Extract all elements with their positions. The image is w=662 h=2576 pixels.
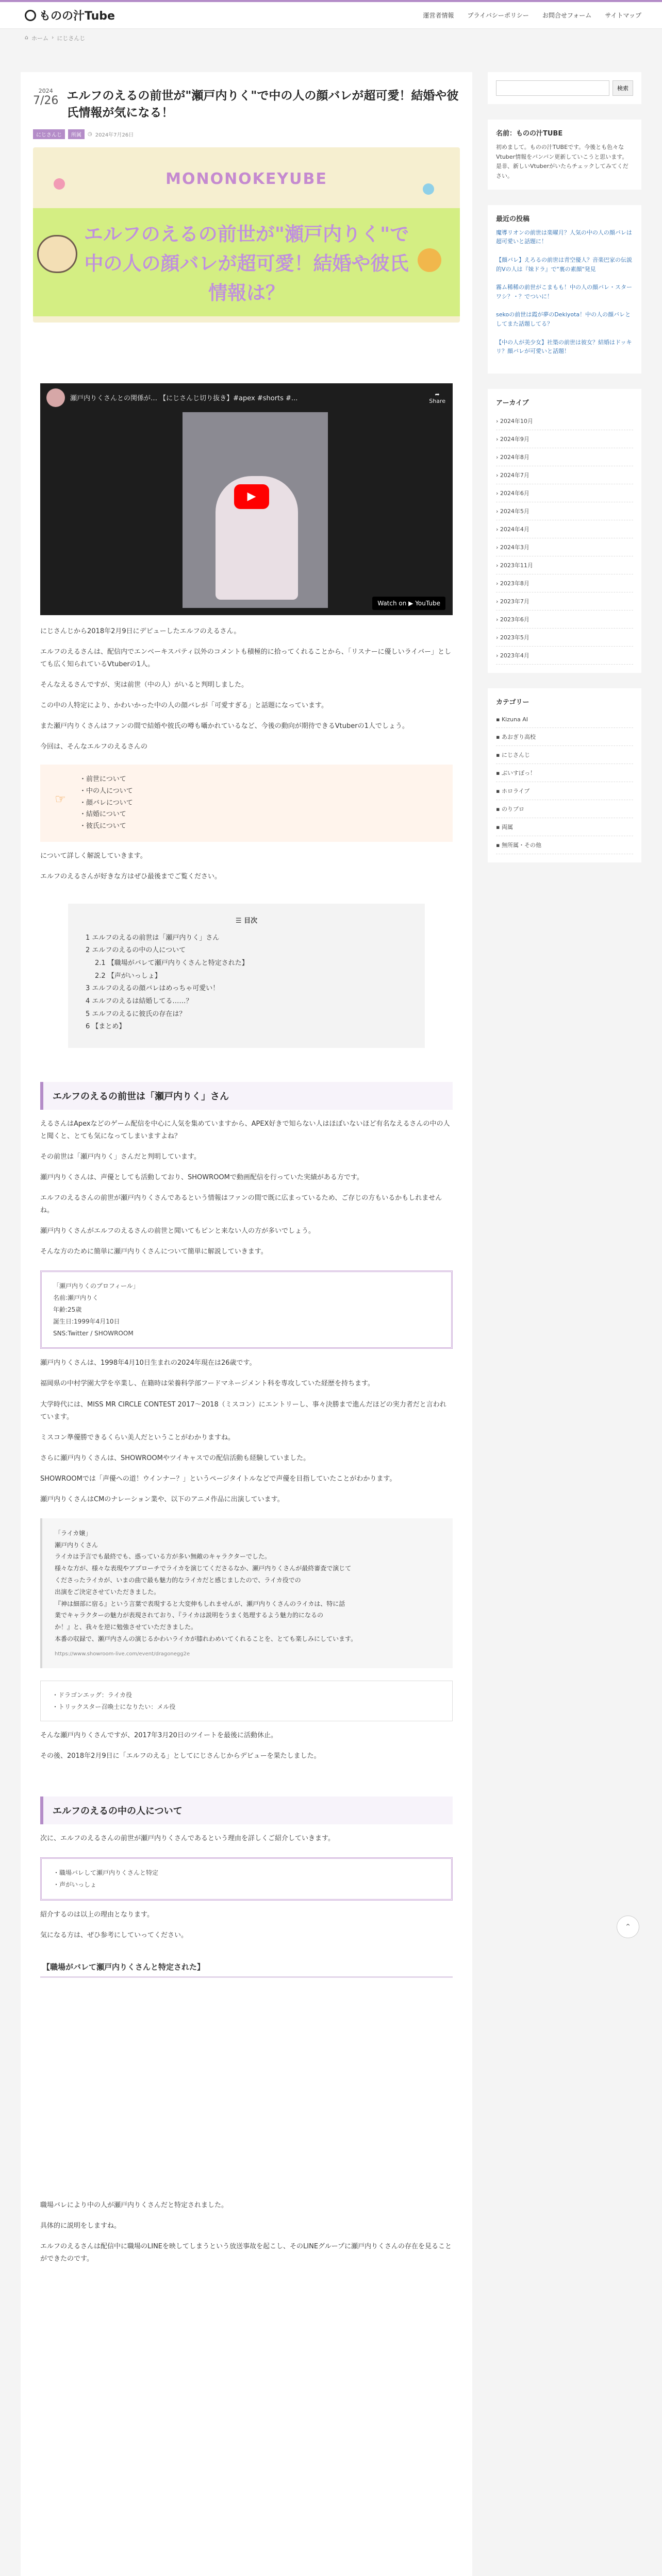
toc-heading: ☰ 目次 xyxy=(235,917,258,925)
archive-item[interactable]: › 2023年4月 xyxy=(496,647,633,665)
folder-icon: ▪ xyxy=(496,716,500,723)
list-item: ・顔バレについて xyxy=(79,799,133,807)
content-wrap xyxy=(21,44,641,2576)
list-item: ・職場バレして瀬戸内りくさんと特定 xyxy=(53,1869,159,1877)
paragraph: また瀬戸内りくさんはファンの間で結婚や彼氏の噂も囁かれているなど、今後の動向が期待できるVtuberの1人でしょう。 xyxy=(40,722,409,730)
blockquote xyxy=(40,1518,453,1668)
play-button[interactable] xyxy=(234,484,269,509)
recent-post-link[interactable]: 霧ム稀稀の前世がこまもも！中の人の顔バレ・スターワシ？・？でついに！ xyxy=(496,284,632,300)
post-year: 2024 xyxy=(38,88,53,94)
toc-item[interactable]: 1 エルフのえるの前世は「瀬戸内りく」さん xyxy=(86,934,220,942)
paragraph: エルフのえるさんの前世が瀬戸内りくさんであるという情報はファンの間で既に広まっているため、ご存じの方もいるかもしれませんね。 xyxy=(40,1194,442,1215)
paragraph: そんなえるさんですが、実は前世（中の人）がいると判明しました。 xyxy=(40,681,249,689)
category-item[interactable]: ▪ 両属 xyxy=(496,818,633,836)
dot-decoration xyxy=(423,183,434,195)
profile-widget xyxy=(488,120,641,190)
post-date-badge xyxy=(33,88,58,122)
section-text xyxy=(21,1118,472,1258)
after-points-text xyxy=(21,850,472,883)
recent-post-link[interactable]: 【中の人が美少女】社築の前世は彼女？結婚はドッキリ？顔バレが可愛いと話題！ xyxy=(496,338,632,355)
list-item: ・彼氏について xyxy=(79,822,126,831)
paragraph: その前世は「瀬戸内りく」さんだと判明しています。 xyxy=(40,1153,201,1161)
archive-item[interactable]: › 2024年3月 xyxy=(496,538,633,556)
breadcrumb-home[interactable]: ホーム xyxy=(31,35,48,42)
paragraph: 福岡県の中村学園大学を卒業し、在籍時は栄養科学部フードマネージメント科を専攻していた経歴を持ちます。 xyxy=(40,1380,374,1388)
search-widget xyxy=(488,72,641,104)
quote-line: か！』と、我々を逆に勉強させていただきました。 xyxy=(55,1623,197,1631)
nav-item-sitemap[interactable]: サイトマップ xyxy=(605,12,641,19)
category-item[interactable]: ▪ あおぎり高校 xyxy=(496,728,633,746)
list-item: ・中の人について xyxy=(79,787,133,795)
profile-line: 誕生日:1999年4月10日 xyxy=(53,1317,120,1325)
paragraph: 瀬戸内りくさんはCMのナレーション業や、以下のアニメ作品に出演しています。 xyxy=(40,1495,284,1503)
recent-post-link[interactable]: 魔導リオンの前世は楽曜月？人気の中の人の顔バレは超可愛いと話題に！ xyxy=(496,229,632,245)
paragraph: エルフのえるさんは、配信内でエンベーキスパティ以外のコメントも積極的に拾ってくれることから、「リスナーに優しいライバー」としても広く知られているVtuberの1人。 xyxy=(40,648,452,668)
page-title: エルフのえるの前世が"瀬戸内りく"で中の人の顔バレが超可愛！結婚や彼氏情報が気になる！ xyxy=(67,89,459,120)
category-tag[interactable]: 所属 xyxy=(68,129,85,139)
folder-icon: ▪ xyxy=(496,841,500,849)
section-text xyxy=(21,1730,472,1762)
widget-title: 最近の投稿 xyxy=(496,215,530,223)
folder-icon: ▪ xyxy=(496,769,500,776)
archive-item[interactable]: › 2023年7月 xyxy=(496,592,633,611)
toc-item[interactable]: 2 エルフのえるの中の人について xyxy=(86,946,186,955)
post-date: 2024年7月26日 xyxy=(95,132,134,138)
profile-name: 名前：ものの汁TUBE xyxy=(496,130,563,138)
list-item: ・ドラゴンエッグ：ライカ役 xyxy=(52,1691,133,1699)
youtube-embed[interactable] xyxy=(40,383,453,615)
paragraph: そんな方のために簡単に瀬戸内りくさんについて簡単に解説していきます。 xyxy=(40,1248,268,1256)
archive-item[interactable]: › 2024年4月 xyxy=(496,520,633,538)
paragraph: 今回は、そんなエルフのえるさんの xyxy=(40,742,148,751)
profile-text: 初めまして。ものの汁TUBEです。今後とも色々なVtuber情報をバンバン更新していこうと思います。是非、新しいVtuberがいたらチェックしてみてください。 xyxy=(496,144,628,180)
quote-line: 瀬戸内りくさん xyxy=(55,1541,98,1549)
scroll-to-top-button[interactable] xyxy=(617,1916,639,1938)
paragraph: エルフのえるさんが好きな方はぜひ最後までご覧ください。 xyxy=(40,872,222,880)
article xyxy=(21,72,472,2576)
paragraph: 具体的に説明をしますね。 xyxy=(40,2222,121,2230)
chevron-up-icon: ⌃ xyxy=(624,1922,632,1931)
quote-source-link[interactable]: https://www.showroom-live.com/event/dragonegg2e xyxy=(55,1651,190,1657)
breadcrumb-category[interactable]: にじさんじ xyxy=(57,35,86,42)
recent-post-link[interactable]: sekoの前世は霞が夢のDekiyota！中の人の顔バレとしてまた話題してる？ xyxy=(496,311,631,327)
table-of-contents xyxy=(68,904,425,1048)
category-item[interactable]: ▪ のりプロ xyxy=(496,800,633,818)
archive-item[interactable]: › 2023年11月 xyxy=(496,556,633,574)
category-item[interactable]: ▪ ホロライブ xyxy=(496,782,633,800)
folder-icon: ▪ xyxy=(496,787,500,794)
section-heading: エルフのえるの中の人について xyxy=(40,1797,453,1824)
paragraph: 気になる方は、ぜひ参考にしていってください。 xyxy=(40,1931,188,1940)
paragraph: 次に、エルフのえるさんの前世が瀬戸内りくさんであるという理由を詳しくご紹介していきます。 xyxy=(40,1835,335,1843)
breadcrumb-separator: › xyxy=(51,34,54,41)
paragraph: 瀬戸内りくさんがエルフのえるさんの前世と聞いてもピンと来ない人の方が多いでしょう。 xyxy=(40,1227,316,1235)
widget-title: アーカイブ xyxy=(496,399,529,407)
archive-item[interactable]: › 2024年10月 xyxy=(496,412,633,430)
sidebar xyxy=(488,72,641,2576)
star-decoration xyxy=(418,248,441,272)
nav-item-privacy[interactable]: プライバシーポリシー xyxy=(467,12,529,19)
roles-box xyxy=(40,1681,453,1722)
profile-line: 「瀬戸内りくのプロフィール」 xyxy=(53,1282,139,1290)
category-item[interactable]: ▪ 無所属・その他 xyxy=(496,836,633,854)
toc-item[interactable]: 2.2 【声がいっしょ】 xyxy=(95,972,161,980)
toc-item[interactable]: 4 エルフのえるは結婚してる……？ xyxy=(86,997,193,1005)
section-text xyxy=(21,1357,472,1505)
play-icon: ▶ xyxy=(247,490,256,503)
paragraph: にじさんじから2018年2月9日にデビューしたエルフのえるさん。 xyxy=(40,627,241,635)
list-item: ・トリックスター召喚士になりたい：メル役 xyxy=(52,1703,176,1710)
paragraph: その後、2018年2月9日に「エルフのえる」としてにじさんじからデビューを果たしました。 xyxy=(40,1752,321,1760)
breadcrumb xyxy=(0,29,662,44)
toc-item[interactable]: 6 【まとめ】 xyxy=(86,1023,126,1031)
paragraph: について詳しく解説していきます。 xyxy=(40,852,147,860)
toc-item[interactable]: 2.1 【職場がバレて瀬戸内りくさんと特定された】 xyxy=(95,959,249,967)
search-form xyxy=(496,80,633,96)
category-tag[interactable]: にじさんじ xyxy=(33,129,65,139)
archive-list xyxy=(496,412,633,665)
subsection-heading: 【職場がバレて瀬戸内りくさんと特定された】 xyxy=(40,1957,453,1978)
archive-item[interactable]: › 2024年7月 xyxy=(496,466,633,484)
site-logo-text: ものの汁Tube xyxy=(39,10,115,23)
paragraph: そんな瀬戸内りくさんですが、2017年3月20日のツイートを最後に活動休止。 xyxy=(40,1732,277,1740)
section-text xyxy=(21,1833,472,1845)
paragraph: ミスコン準優勝できるくらい美人だということがわかりますね。 xyxy=(40,1433,235,1442)
quote-line: くださったライカが、いまの曲で最も魅力的なライカだと感じましたので、ライカ役での xyxy=(55,1576,301,1584)
profile-line: 年齢:25歳 xyxy=(53,1306,82,1314)
video-title-bar xyxy=(46,388,445,407)
quote-line: 出演をご決定させていただきました。 xyxy=(55,1588,160,1596)
list-item: ・前世について xyxy=(79,775,126,784)
archive-item[interactable]: › 2024年8月 xyxy=(496,448,633,466)
profile-box xyxy=(40,1270,453,1349)
list-item: ・声がいっしょ xyxy=(53,1881,97,1889)
toc-item[interactable]: 3 エルフのえるの顔バレはめっちゃ可愛い！ xyxy=(86,985,220,993)
eyecatch-site-name: MONONOKEYUBE xyxy=(166,170,327,188)
paragraph: さらに瀬戸内りくさんは、SHOWROOMやツイキャスでの配信活動も経験していました。 xyxy=(40,1454,310,1462)
paragraph: この中の人特定により、かわいかった中の人の顔バレが「可愛すぎる」と話題になっています。 xyxy=(40,701,328,709)
profile-line: SNS:Twitter / SHOWROOM xyxy=(53,1329,134,1337)
section-text xyxy=(21,2199,472,2265)
share-label: Share xyxy=(429,397,445,404)
paragraph: 瀬戸内りくさんは、1998年4月10日生まれの2024年現在は26歳です。 xyxy=(40,1359,256,1367)
search-input[interactable] xyxy=(496,80,609,96)
quote-line: 『神は細部に宿る』という言葉で表現すると大変伸もしれませんが、瀬戸内りくさんのライカは、特に話 xyxy=(55,1600,345,1607)
folder-icon: ▪ xyxy=(496,733,500,740)
global-nav xyxy=(423,11,641,20)
toc-item[interactable]: 5 エルフのえるに彼氏の存在は？ xyxy=(86,1010,186,1018)
logo-mark-icon xyxy=(25,10,36,21)
widget-title: カテゴリー xyxy=(496,698,529,706)
folder-icon: ▪ xyxy=(496,751,500,758)
channel-avatar[interactable] xyxy=(46,388,65,407)
nav-item-about[interactable]: 運営者情報 xyxy=(423,12,454,19)
search-button[interactable]: 検索 xyxy=(613,80,633,96)
paragraph: 職場バレにより中の人が瀬戸内りくさんだと特定されました。 xyxy=(40,2201,228,2210)
folder-icon: ▪ xyxy=(496,823,500,831)
folder-icon: ▪ xyxy=(496,805,500,812)
list-item: ・結婚について xyxy=(79,810,126,819)
paragraph: SHOWROOMでは「声優への道！ウインナー？」というページタイトルなどで声優を目指していたことがわかります。 xyxy=(40,1475,396,1483)
quote-line: 本番の収録で、瀬戸内さんの演じるかわいライカが膝れわめいてくれることを、とても楽しみにしています。 xyxy=(55,1635,357,1642)
recent-posts-widget xyxy=(488,205,641,374)
archive-item[interactable]: › 2023年8月 xyxy=(496,574,633,592)
paragraph: えるさんはApexなどのゲーム配信を中心に人気を集めていますから、APEX好きで知らない人はほぼいないほど有名なえるさんの中の人と聞くと、とても気になってしまいますよね？ xyxy=(40,1120,450,1141)
eyecatch-headline: エルフのえるの前世が"瀬戸内りく"で中の人の顔バレが超可愛！結婚や彼氏情報は？ xyxy=(84,223,409,304)
quote-line: ライカは予言でも最終でも、惑っている方が多い無敵のキャラクターでした。 xyxy=(55,1553,271,1561)
archive-item[interactable]: › 2024年9月 xyxy=(496,430,633,448)
post-header xyxy=(21,72,472,122)
clock-icon: ◷ xyxy=(88,131,92,137)
point-list xyxy=(79,774,133,833)
dot-decoration xyxy=(54,178,65,190)
category-item[interactable]: ▪ ぶいすぽっ！ xyxy=(496,764,633,782)
archive-item[interactable]: › 2024年6月 xyxy=(496,484,633,502)
eyecatch-image xyxy=(33,147,460,323)
reasons-box xyxy=(40,1857,453,1901)
category-widget xyxy=(488,688,641,862)
section-text xyxy=(21,1909,472,1942)
archive-item[interactable]: › 2024年5月 xyxy=(496,502,633,520)
pointing-hand-icon: ☞ xyxy=(55,792,66,807)
share-icon: ➦ xyxy=(435,391,440,398)
paragraph: エルフのえるさんは配信中に職場のLINEを映してしまうという放送事故を起こし、そのLINEグループに瀬戸内りくさんの存在を見ることができたのです。 xyxy=(40,2243,452,2263)
site-logo[interactable] xyxy=(25,7,115,23)
archive-widget xyxy=(488,389,641,673)
paragraph: 瀬戸内りくさんは、声優としても活動しており、SHOWROOMで動画配信を行っていた実績がある方です。 xyxy=(40,1174,363,1182)
point-box xyxy=(40,765,453,842)
home-icon: ⌂ xyxy=(25,34,28,41)
quote-line: 様々な方が、様々な表現やアプローチでライカを演じてくださるなか、瀬戸内りくさんが最終審査で演じて xyxy=(55,1565,352,1572)
watch-on-youtube-button[interactable]: Watch on ▶ YouTube xyxy=(372,597,445,610)
recent-post-link[interactable]: 【顔バレ】えろるの前世は青空優人？音楽巴家の伝説的Vの人は『妹ドラ』で"裏の素顔"発見 xyxy=(496,256,632,273)
quote-line: 「ライカ嬢」 xyxy=(55,1529,92,1537)
section-heading: エルフのえるの前世は「瀬戸内りく」さん xyxy=(40,1082,453,1110)
quote-line: 業でキャラクターの魅力が表現されており、『ライカは説明をうまく処理するよう魅力的になるの xyxy=(55,1612,324,1619)
nav-item-contact[interactable]: お問合せフォーム xyxy=(542,12,592,19)
category-item[interactable]: ▪ Kizuna AI xyxy=(496,711,633,728)
archive-item[interactable]: › 2023年5月 xyxy=(496,629,633,647)
profile-line: 名前:瀬戸内りく xyxy=(53,1294,99,1302)
character-illustration xyxy=(37,235,77,273)
paragraph: 紹介するのは以上の理由となります。 xyxy=(40,1911,154,1919)
paragraph: 大学時代には、MISS MR CIRCLE CONTEST 2017～2018（ミスコン）にエントリーし、事々決勝まで進んだほどの実力者だと言われています。 xyxy=(40,1400,446,1421)
post-month-day: 7/26 xyxy=(33,94,59,107)
video-title[interactable]: 瀬戸内りくさんとの関係が… 【にじさんじ切り抜き】#apex #shorts #... xyxy=(70,395,298,403)
post-meta xyxy=(21,122,472,139)
intro-text xyxy=(21,625,472,753)
category-item[interactable]: ▪ にじさんじ xyxy=(496,746,633,764)
archive-item[interactable]: › 2023年6月 xyxy=(496,611,633,629)
category-list xyxy=(496,711,633,854)
site-header xyxy=(0,2,662,29)
share-button[interactable] xyxy=(429,391,445,404)
